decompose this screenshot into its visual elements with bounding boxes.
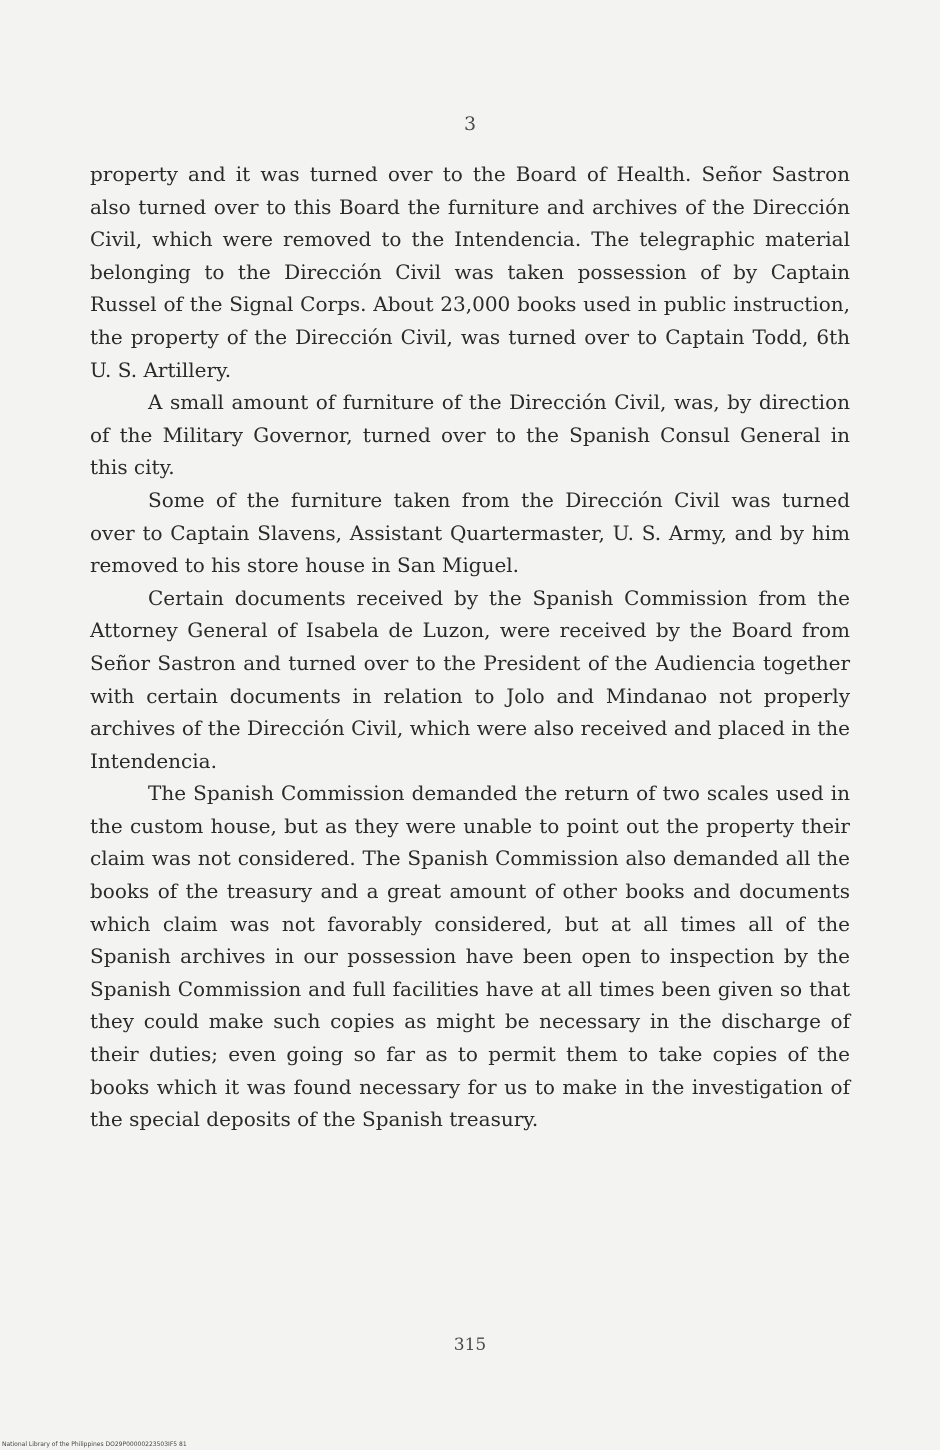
footer-page-number: 315 <box>453 1335 487 1355</box>
archive-credit: National Library of the Philippines DO29P00000223503IF5 81 <box>2 1441 187 1448</box>
paragraph-2: A small amount of furniture of the Dirección Civil, was, by direction of the Military Governor, turned over to the Spanish Consul General in this city. <box>90 390 850 480</box>
paragraph-5: The Spanish Commission demanded the return of two scales used in the custom house, but as they were unable to point out the property their claim was not considered. The Spanish Commission also demanded all the books of the treasury and a great amount of other books and documents which claim was not favorably considered, but at all times all of the Spanish archives in our possession have been open to inspection by the Spanish Commission and full facilities have at all times been given so that they could make such copies as might be necessary in the discharge of their duties; even going so far as to permit them to take copies of the books which it was found necessary for us to make in the investigation of the special deposits of the Spanish treasury. <box>90 781 850 1132</box>
body-text <box>90 158 850 1136</box>
paragraph-1: property and it was turned over to the Board of Health. Señor Sastron also turned over to this Board the furniture and archives of the Dirección Civil, which were removed to the Intendencia. The telegraphic material belonging to the Dirección Civil was taken possession of by Captain Russel of the Signal Corps. About 23,000 books used in public instruction, the property of the Dirección Civil, was turned over to Captain Todd, 6th U. S. Artillery. <box>90 162 850 382</box>
paragraph-4: Certain documents received by the Spanish Commission from the Attorney General of Isabela de Luzon, were received by the Board from Señor Sastron and turned over to the President of the Audiencia together with certain documents in relation to Jolo and Mindanao not properly archives of the Dirección Civil, which were also received and placed in the Intendencia. <box>90 585 850 773</box>
page-number: 3 <box>463 113 477 135</box>
paragraph-3: Some of the furniture taken from the Dirección Civil was turned over to Captain Slavens, Assistant Quartermaster, U. S. Army, and by him removed to his store house in San Miguel. <box>90 487 850 578</box>
